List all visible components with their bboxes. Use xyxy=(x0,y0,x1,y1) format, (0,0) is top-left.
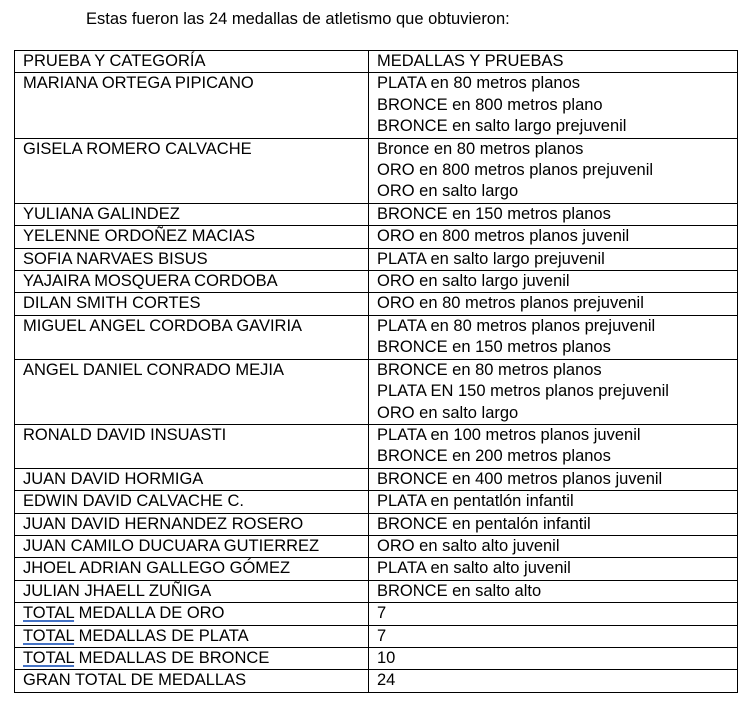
athlete-name: RONALD DAVID INSUASTI xyxy=(15,424,369,468)
athlete-row xyxy=(15,203,738,225)
total-value: 10 xyxy=(369,647,738,669)
athlete-name: JHOEL ADRIAN GALLEGO GÓMEZ xyxy=(15,558,369,580)
total-row xyxy=(15,647,738,669)
athlete-row xyxy=(15,535,738,557)
athlete-medals xyxy=(369,558,738,580)
athlete-medals xyxy=(369,535,738,557)
medal-line: PLATA EN 150 metros planos prejuvenil xyxy=(377,382,669,401)
athlete-name: GISELA ROMERO CALVACHE xyxy=(15,138,369,203)
medal-line: PLATA en 100 metros planos juvenil xyxy=(377,425,641,444)
athlete-name: MARIANA ORTEGA PIPICANO xyxy=(15,73,369,138)
athlete-name: ANGEL DANIEL CONRADO MEJIA xyxy=(15,359,369,424)
medal-line: BRONCE en 80 metros planos xyxy=(377,360,602,379)
header-row xyxy=(15,51,738,73)
medal-line: ORO en 800 metros planos juvenil xyxy=(377,227,630,246)
athlete-name: YULIANA GALINDEZ xyxy=(15,203,369,225)
medal-line: PLATA en 80 metros planos xyxy=(377,74,581,93)
medal-line: PLATA en pentatlón infantil xyxy=(377,492,574,511)
athlete-row xyxy=(15,271,738,293)
medal-line: ORO en salto largo xyxy=(377,182,519,201)
athlete-medals xyxy=(369,359,738,424)
total-row xyxy=(15,625,738,647)
total-label-text: MEDALLA DE ORO xyxy=(74,604,225,623)
athlete-medals xyxy=(369,513,738,535)
total-label-text: MEDALLAS DE BRONCE xyxy=(74,648,270,667)
medal-line: ORO en salto alto juvenil xyxy=(377,536,560,555)
athlete-medals xyxy=(369,248,738,270)
total-label xyxy=(15,603,369,625)
athlete-medals xyxy=(369,293,738,315)
athlete-name: DILAN SMITH CORTES xyxy=(15,293,369,315)
medal-line: BRONCE en 400 metros planos juvenil xyxy=(377,469,663,488)
medal-line: ORO en salto largo juvenil xyxy=(377,272,570,291)
athlete-name: YELENNE ORDOÑEZ MACIAS xyxy=(15,226,369,248)
athlete-name: YAJAIRA MOSQUERA CORDOBA xyxy=(15,271,369,293)
athlete-medals xyxy=(369,491,738,513)
athlete-row xyxy=(15,513,738,535)
athlete-name: JUAN DAVID HORMIGA xyxy=(15,468,369,490)
medal-line: BRONCE en salto largo prejuvenil xyxy=(377,117,627,136)
medal-line: BRONCE en 150 metros planos xyxy=(377,338,611,357)
medal-line: BRONCE en 800 metros plano xyxy=(377,95,603,114)
athlete-name: MIGUEL ANGEL CORDOBA GAVIRIA xyxy=(15,315,369,359)
athlete-row xyxy=(15,558,738,580)
medal-line: BRONCE en pentalón infantil xyxy=(377,514,591,533)
medal-line: BRONCE en 150 metros planos xyxy=(377,204,611,223)
intro-text: Estas fueron las 24 medallas de atletismo que obtuvieron: xyxy=(86,10,510,28)
medal-line: BRONCE en 200 metros planos xyxy=(377,447,611,466)
athlete-medals xyxy=(369,424,738,468)
total-value: 7 xyxy=(369,603,738,625)
athlete-medals xyxy=(369,468,738,490)
total-value: 7 xyxy=(369,625,738,647)
total-label xyxy=(15,647,369,669)
athlete-row xyxy=(15,424,738,468)
header-prueba-categoria: PRUEBA Y CATEGORÍA xyxy=(15,51,369,73)
grand-total-value: 24 xyxy=(369,670,738,692)
grand-total-label: GRAN TOTAL DE MEDALLAS xyxy=(15,670,369,692)
medal-line: ORO en 800 metros planos prejuvenil xyxy=(377,161,654,180)
athlete-medals xyxy=(369,271,738,293)
medal-line: BRONCE en salto alto xyxy=(377,581,542,600)
athlete-name: EDWIN DAVID CALVACHE C. xyxy=(15,491,369,513)
total-label xyxy=(15,625,369,647)
athlete-row xyxy=(15,248,738,270)
athlete-name: SOFIA NARVAES BISUS xyxy=(15,248,369,270)
medal-line: ORO en salto largo xyxy=(377,403,519,422)
athlete-medals xyxy=(369,73,738,138)
medal-line: Bronce en 80 metros planos xyxy=(377,139,584,158)
medal-line: PLATA en 80 metros planos prejuvenil xyxy=(377,316,656,335)
total-label-text: MEDALLAS DE PLATA xyxy=(74,626,249,645)
athlete-row xyxy=(15,315,738,359)
medal-line: PLATA en salto alto juvenil xyxy=(377,559,571,578)
athlete-medals xyxy=(369,580,738,602)
total-prefix: TOTAL xyxy=(23,626,75,645)
header-medallas-pruebas: MEDALLAS Y PRUEBAS xyxy=(369,51,738,73)
athlete-name: JUAN CAMILO DUCUARA GUTIERREZ xyxy=(15,535,369,557)
athlete-row xyxy=(15,138,738,203)
athlete-medals xyxy=(369,226,738,248)
medal-line: PLATA en salto largo prejuvenil xyxy=(377,249,605,268)
athlete-medals xyxy=(369,315,738,359)
total-prefix: TOTAL xyxy=(23,648,75,667)
grand-total-row xyxy=(15,670,738,692)
athlete-row xyxy=(15,359,738,424)
athlete-row xyxy=(15,491,738,513)
medals-table xyxy=(14,50,738,693)
total-row xyxy=(15,603,738,625)
athlete-name: JUAN DAVID HERNANDEZ ROSERO xyxy=(15,513,369,535)
athlete-row xyxy=(15,580,738,602)
athlete-name: JULIAN JHAELL ZUÑIGA xyxy=(15,580,369,602)
medal-line: ORO en 80 metros planos prejuvenil xyxy=(377,294,644,313)
athlete-row xyxy=(15,293,738,315)
athlete-row xyxy=(15,73,738,138)
athlete-medals xyxy=(369,138,738,203)
total-prefix: TOTAL xyxy=(23,604,75,623)
athlete-row xyxy=(15,468,738,490)
athlete-row xyxy=(15,226,738,248)
athlete-medals xyxy=(369,203,738,225)
